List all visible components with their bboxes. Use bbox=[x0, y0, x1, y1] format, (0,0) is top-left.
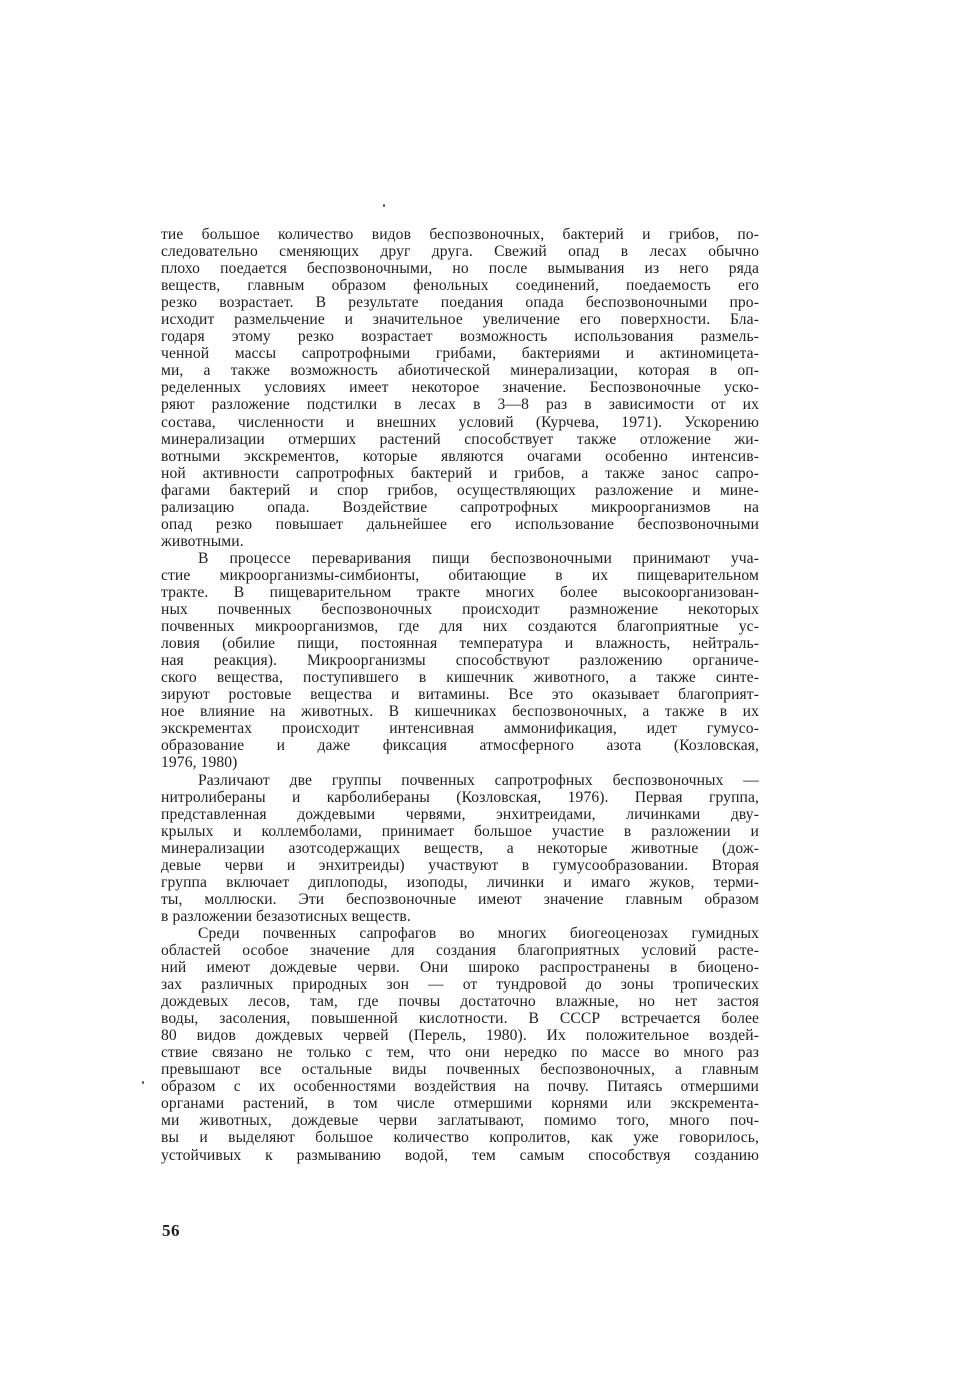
text-line: вотными экскрементов, которые являются очагами особенно интенсив- bbox=[161, 447, 759, 465]
text-line: 80 видов дождевых червей (Перель, 1980). Их положительное воздей- bbox=[161, 1027, 759, 1045]
text-line: рализацию опада. Воздействие сапротрофных микроорганизмов на bbox=[161, 498, 759, 516]
scan-speck bbox=[142, 1081, 144, 1084]
text-line: ского вещества, поступившего в кишечник животного, а также синте- bbox=[161, 669, 759, 687]
body-text bbox=[161, 226, 759, 1164]
page-number: 56 bbox=[162, 1221, 180, 1240]
text-line: опад резко повышает дальнейшее его использование беспозвоночными bbox=[161, 515, 759, 533]
text-line: годаря этому резко возрастает возможность использования размель- bbox=[161, 328, 759, 346]
text-line: животными. bbox=[161, 532, 244, 550]
paragraph bbox=[161, 772, 759, 925]
paragraph bbox=[161, 550, 759, 772]
text-line: вы и выделяют большое количество копролитов, как уже говорилось, bbox=[161, 1129, 759, 1147]
text-line: тие большое количество видов беспозвоночных, бактерий и грибов, по- bbox=[161, 226, 759, 243]
text-line: ствие связано не только с тем, что они нередко по массе во много раз bbox=[161, 1044, 759, 1062]
text-line: резко возрастает. В результате поедания опада беспозвоночными про- bbox=[161, 294, 759, 312]
text-line: зах различных природных зон — от тундровой до зоны тропических bbox=[161, 976, 759, 994]
text-line: В процессе переваривания пищи беспозвоночными принимают уча- bbox=[198, 549, 759, 567]
text-line: исходит размельчение и значительное увеличение его поверхности. Бла- bbox=[161, 311, 759, 329]
text-line: органами растений, в том числе отмершими корнями или экскремента- bbox=[161, 1095, 759, 1113]
text-line: в разложении безазотисных веществ. bbox=[161, 907, 411, 925]
text-line: почвенных микроорганизмов, где для них создаются благоприятные ус- bbox=[161, 618, 759, 636]
text-line: зируют ростовые вещества и витамины. Все это оказывает благоприят- bbox=[161, 686, 759, 704]
text-line: образом с их особенностями воздействия на почву. Питаясь отмершими bbox=[161, 1078, 759, 1096]
text-line: экскрементах происходит интенсивная аммонификация, идет гумусо- bbox=[161, 720, 759, 738]
text-line: ная реакция). Микроорганизмы способствуют разложению органиче- bbox=[161, 652, 759, 670]
text-line: ных почвенных беспозвоночных происходит размножение некоторых bbox=[161, 601, 759, 619]
text-line: девые черви и энхитреиды) участвуют в гумусообразовании. Вторая bbox=[161, 856, 759, 874]
text-line: нитролибераны и карболибераны (Козловская, 1976). Первая группа, bbox=[161, 788, 759, 806]
text-line: следовательно сменяющих друг друга. Свежий опад в лесах обычно bbox=[161, 243, 759, 261]
text-line: минерализации азотсодержащих веществ, а некоторые животные (дож- bbox=[161, 839, 759, 857]
scan-speck bbox=[383, 204, 385, 207]
text-line: воды, засоления, повышенной кислотности. В СССР встречается более bbox=[161, 1010, 759, 1028]
text-line: Различают две группы почвенных сапротрофных беспозвоночных — bbox=[198, 771, 759, 789]
text-line: ряют разложение подстилки в лесах в 3—8 раз в зависимости от их bbox=[161, 396, 759, 414]
text-line: Среди почвенных сапрофагов во многих биогеоценозах гумидных bbox=[198, 924, 759, 942]
text-line: веществ, главным образом фенольных соединений, поедаемость его bbox=[161, 277, 759, 295]
text-line: превышают все остальные виды почвенных беспозвоночных, а главным bbox=[161, 1061, 759, 1079]
text-line: крылых и коллемболами, принимает большое участие в разложении и bbox=[161, 822, 759, 840]
text-line: тракте. В пищеварительном тракте многих более высокоорганизован- bbox=[161, 583, 759, 601]
text-line: ми, а также возможность абиотической минерализации, которая в оп- bbox=[161, 362, 759, 380]
text-line: ловия (обилие пищи, постоянная температура и влажность, нейтраль- bbox=[161, 635, 759, 653]
text-line: ченной массы сапротрофными грибами, бактериями и актиномицета- bbox=[161, 345, 759, 363]
text-line: ное влияние на животных. В кишечниках беспозвоночных, а также в их bbox=[161, 703, 759, 721]
text-line: минерализации отмерших растений способствует также отложение жи- bbox=[161, 430, 759, 448]
text-line: фагами бактерий и спор грибов, осуществляющих разложение и мине- bbox=[161, 481, 759, 499]
text-line: образование и даже фиксация атмосферного азота (Козловская, bbox=[161, 737, 759, 755]
text-line: дождевых лесов, там, где почвы достаточно влажные, но нет застоя bbox=[161, 993, 759, 1011]
text-line: представленная дождевыми червями, энхитреидами, личинками дву- bbox=[161, 805, 759, 823]
text-line: ми животных, дождевые черви заглатывают, помимо того, много поч- bbox=[161, 1112, 759, 1130]
text-line: состава, численности и внешних условий (Курчева, 1971). Ускорению bbox=[161, 413, 759, 431]
paragraph bbox=[161, 925, 759, 1164]
text-line: плохо поедается беспозвоночными, но после вымывания из него ряда bbox=[161, 260, 759, 278]
text-line: устойчивых к размыванию водой, тем самым способствуя созданию bbox=[161, 1146, 759, 1164]
text-line: ний имеют дождевые черви. Они широко распространены в биоцено- bbox=[161, 959, 759, 977]
text-line: 1976, 1980) bbox=[161, 754, 238, 772]
text-line: группа включает диплоподы, изоподы, личинки и имаго жуков, терми- bbox=[161, 873, 759, 891]
paragraph bbox=[161, 226, 759, 550]
text-line: ты, моллюски. Эти беспозвоночные имеют значение главным образом bbox=[161, 890, 759, 908]
text-line: ределенных условиях имеет некоторое значение. Беспозвоночные уско- bbox=[161, 379, 759, 397]
text-line: стие микроорганизмы-симбионты, обитающие в их пищеварительном bbox=[161, 566, 759, 584]
text-line: областей особое значение для создания благоприятных условий расте- bbox=[161, 941, 759, 959]
text-line: ной активности сапротрофных бактерий и грибов, а также занос сапро- bbox=[161, 464, 759, 482]
